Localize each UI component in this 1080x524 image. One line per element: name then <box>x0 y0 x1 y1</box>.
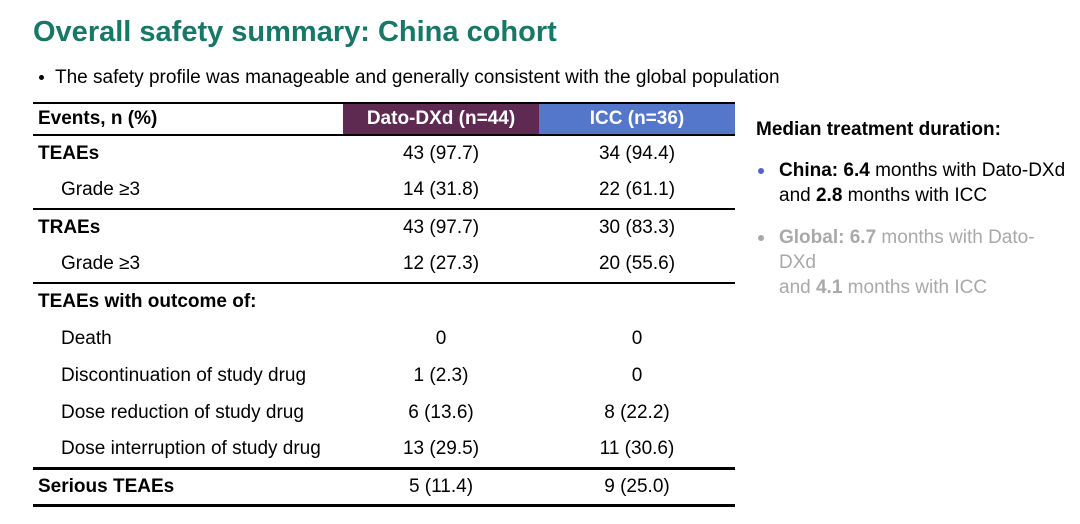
dato-value: 5 (11.4) <box>343 468 539 505</box>
content-area <box>33 102 1080 507</box>
icc-value: 34 (94.4) <box>598 143 676 164</box>
icc-value: 9 (25.0) <box>539 468 735 505</box>
table-row-serious-teaes <box>33 468 735 505</box>
icc-value: 20 (55.6) <box>598 253 676 274</box>
bullet-dot-icon <box>39 75 44 80</box>
icc-value: 22 (61.1) <box>598 179 676 200</box>
table-row-dose-interruption <box>33 431 735 468</box>
global-text-2: and <box>779 277 816 298</box>
row-label: TEAEs with outcome of: <box>33 283 343 320</box>
dato-value <box>343 283 539 320</box>
row-label: Death <box>61 327 112 349</box>
dato-value: 0 <box>435 327 447 349</box>
china-text-3: months with ICC <box>842 185 988 206</box>
page-title: Overall safety summary: China cohort <box>33 16 557 48</box>
row-label: Grade ≥3 <box>61 179 141 200</box>
china-label-bold: China: 6.4 <box>779 160 870 181</box>
icc-value: 8 (22.2) <box>604 401 670 423</box>
table-row-discontinuation <box>33 357 735 394</box>
china-icc-months-bold: 2.8 <box>815 185 843 206</box>
sidebar-heading: Median treatment duration: <box>756 119 1001 140</box>
table-row-traes <box>33 209 735 246</box>
table-row-traes-grade3 <box>33 246 735 283</box>
summary-text: The safety profile was manageable and generally consistent with the global population <box>55 67 780 88</box>
icc-value <box>539 283 735 320</box>
table-row-dose-reduction <box>33 394 735 431</box>
col-header-dato-dxd: Dato-DXd (n=44) <box>343 103 539 135</box>
row-label: Dose reduction of study drug <box>61 401 304 423</box>
sidebar-bullet-global <box>756 225 1068 300</box>
icc-value: 11 (30.6) <box>599 437 675 459</box>
china-text-2: and <box>779 185 816 206</box>
table-row-death <box>33 320 735 357</box>
icc-value: 30 (83.3) <box>539 209 735 246</box>
global-text-3: months with ICC <box>842 277 988 298</box>
china-bullet-dot-icon <box>758 168 764 174</box>
row-label: Grade ≥3 <box>61 253 141 274</box>
row-label: TEAEs <box>38 143 100 164</box>
china-duration-text <box>779 158 1065 208</box>
row-label: TRAEs <box>33 209 343 246</box>
dato-value: 43 (97.7) <box>402 143 480 164</box>
table-header-row <box>33 103 735 135</box>
dato-value: 12 (27.3) <box>402 253 480 274</box>
global-text-1: months with Dato-DXd <box>779 227 1035 273</box>
dato-value: 43 (97.7) <box>343 209 539 246</box>
global-label-bold: Global: 6.7 <box>779 227 877 248</box>
table-row-teaes <box>33 135 735 172</box>
row-label: Dose interruption of study drug <box>61 437 321 459</box>
dato-value: 1 (2.3) <box>413 364 469 386</box>
col-header-events: Events, n (%) <box>33 103 343 135</box>
sidebar-bullet-china <box>756 158 1068 208</box>
icc-value: 0 <box>631 327 643 349</box>
safety-table <box>33 102 735 507</box>
icc-value: 0 <box>631 364 643 386</box>
global-icc-months-bold: 4.1 <box>815 277 843 298</box>
dato-value: 6 (13.6) <box>408 401 474 423</box>
global-duration-text <box>779 225 1068 300</box>
col-header-icc: ICC (n=36) <box>539 103 735 135</box>
sidebar-median-treatment <box>756 102 1068 507</box>
table-row-teaes-outcome-header <box>33 283 735 320</box>
summary-bullet <box>33 67 1080 89</box>
table-row-teaes-grade3 <box>33 172 735 209</box>
dato-value: 14 (31.8) <box>402 179 480 200</box>
dato-value: 13 (29.5) <box>402 437 480 459</box>
global-bullet-dot-icon <box>758 235 764 241</box>
row-label: Serious TEAEs <box>33 468 343 505</box>
row-label: Discontinuation of study drug <box>61 364 307 386</box>
china-text-1: months with Dato-DXd <box>869 160 1066 181</box>
